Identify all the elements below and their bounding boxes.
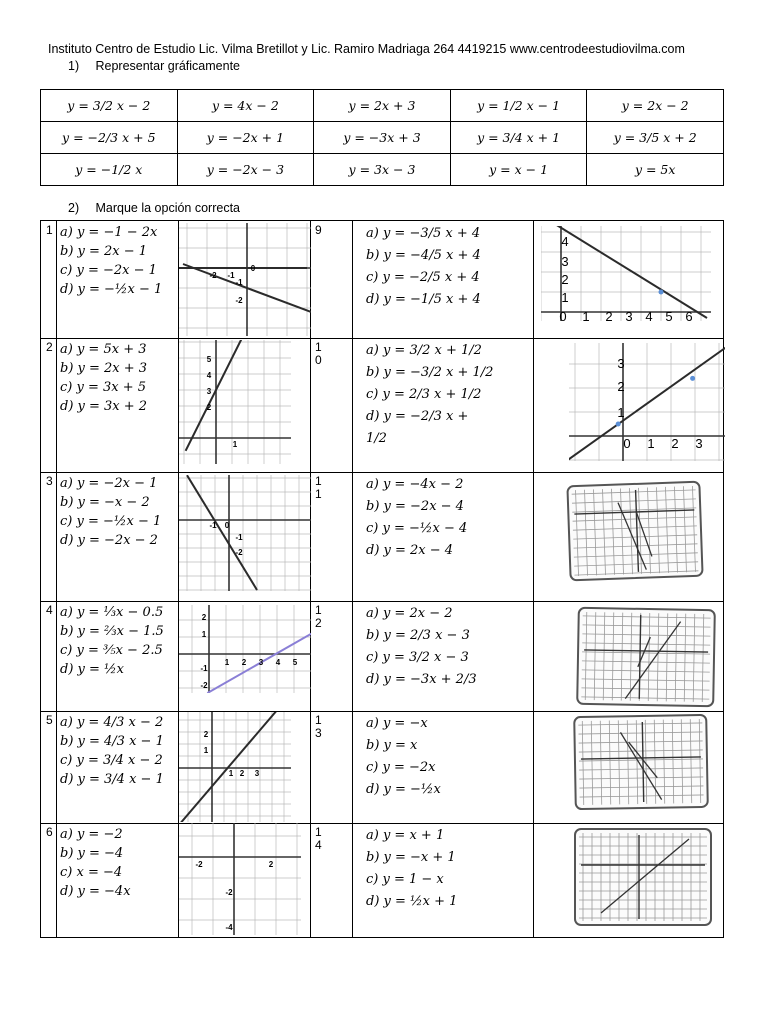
axis-tick-label: 2 <box>201 613 207 622</box>
axis-tick-label: 3 <box>695 436 703 451</box>
equation-cell: y = 3/5 x + 2 <box>587 122 724 154</box>
answer-option[interactable]: a) y = −2x − 1 <box>60 476 158 491</box>
grid-row-divider <box>41 338 723 339</box>
grid-divider <box>352 221 353 937</box>
answer-option[interactable]: b) y = ⅔x − 1.5 <box>60 624 164 639</box>
graph-q9-svg <box>541 226 711 321</box>
answer-option[interactable]: b) y = 2x + 3 <box>60 361 148 376</box>
answer-options <box>366 474 467 562</box>
axis-tick-label: 2 <box>268 860 274 869</box>
axis-tick-label: 3 <box>206 387 212 396</box>
axis-tick-label: 2 <box>617 379 625 394</box>
section-1-number: 1) <box>68 59 80 73</box>
equation-cell: y = 2x − 2 <box>587 90 724 122</box>
graph-q5-svg <box>179 712 291 822</box>
grid-row-divider <box>41 601 723 602</box>
axis-tick-label: 4 <box>206 371 212 380</box>
answer-option[interactable]: c) y = 3x + 5 <box>60 380 147 395</box>
question-number: 1 4 <box>315 825 322 852</box>
axis-tick-label: 2 <box>561 272 569 287</box>
axis-tick-label: 1 <box>647 436 655 451</box>
graph-q2-svg <box>179 340 291 464</box>
equation-cell: y = x − 1 <box>450 154 587 186</box>
axis-tick-label: 0 <box>559 309 567 321</box>
answer-option[interactable]: c) y = −2x − 1 <box>60 263 157 278</box>
answer-option[interactable]: a) y = 5x + 3 <box>60 342 147 357</box>
answer-options <box>366 713 441 801</box>
graph-q4-svg <box>179 605 311 693</box>
answer-option[interactable]: b) y = −4 <box>60 846 124 861</box>
answer-options <box>366 825 457 913</box>
axis-tick-label: 4 <box>645 309 653 321</box>
graph-q12 <box>575 606 717 708</box>
equation-cell: y = −1/2 x <box>41 154 178 186</box>
answer-option[interactable]: a) y = 2x − 2 <box>366 606 453 621</box>
graph-q1-svg <box>179 223 311 336</box>
axis-tick-label: -2 <box>195 860 203 869</box>
answer-option[interactable]: b) y = 4/3 x − 1 <box>60 734 164 749</box>
graph-q6 <box>179 823 301 935</box>
axis-tick-label: 1 <box>232 440 238 449</box>
axis-tick-label: -4 <box>225 923 233 932</box>
section-1-title: Representar gráficamente <box>95 59 241 73</box>
answer-option[interactable]: d) y = −4x <box>60 884 131 899</box>
question-number: 9 <box>315 223 322 237</box>
answer-option[interactable]: a) y = −1 − 2x <box>60 225 158 240</box>
answer-option[interactable]: b) y = −4/5 x + 4 <box>366 248 481 263</box>
question-number: 1 <box>46 223 53 237</box>
equation-cell: y = −2x − 3 <box>177 154 314 186</box>
grid-row-divider <box>41 472 723 473</box>
axis-tick-label: -2 <box>209 271 217 280</box>
answer-option[interactable]: c) y = 2/3 x + 1/2 <box>366 387 482 402</box>
answer-option[interactable]: a) y = 3/2 x + 1/2 <box>366 343 482 358</box>
graph-q5 <box>179 712 291 822</box>
answer-option[interactable]: d) y = 2x − 4 <box>366 543 454 558</box>
axis-tick-label: 5 <box>292 658 298 667</box>
answer-option[interactable]: c) y = −½x − 4 <box>366 521 468 536</box>
graph-q14 <box>573 827 713 927</box>
plotted-line <box>179 712 284 822</box>
equation-cell: y = −2x + 1 <box>177 122 314 154</box>
answer-option[interactable]: c) y = ⅗x − 2.5 <box>60 643 163 658</box>
answer-options <box>366 603 477 691</box>
question-number: 1 1 <box>315 474 322 501</box>
axis-tick-label: 3 <box>254 769 260 778</box>
answer-option[interactable]: c) y = 3/2 x − 3 <box>366 650 469 665</box>
answer-option[interactable]: d) y = −1/5 x + 4 <box>366 292 481 307</box>
equations-table <box>40 89 724 186</box>
question-number: 1 3 <box>315 713 322 740</box>
answer-options <box>60 825 131 901</box>
answer-options <box>366 223 481 311</box>
axis-tick-label: 3 <box>561 254 569 269</box>
answer-option[interactable]: a) y = −x <box>366 716 428 731</box>
answer-option[interactable]: 1/2 <box>366 431 387 446</box>
axis-tick-label: 4 <box>561 234 569 249</box>
graph-q6-svg <box>179 823 301 935</box>
answer-option[interactable]: d) y = −2/3 x + <box>366 409 469 424</box>
answer-option[interactable]: a) y = −3/5 x + 4 <box>366 226 481 241</box>
axis-tick-label: -2 <box>235 548 243 557</box>
graph-q10-svg <box>569 343 725 461</box>
axis-tick-label: -1 <box>209 521 217 530</box>
answer-option[interactable]: a) y = ⅓x − 0.5 <box>60 605 164 620</box>
axis-tick-label: 2 <box>605 309 613 321</box>
axis-tick-label: 1 <box>582 309 590 321</box>
section-1-heading <box>68 59 240 73</box>
axis-tick-label: -2 <box>225 888 233 897</box>
equations-row <box>41 122 724 154</box>
plotted-line <box>187 475 257 590</box>
answer-option[interactable]: b) y = 2/3 x − 3 <box>366 628 470 643</box>
axis-tick-label: 2 <box>206 403 212 412</box>
answer-option[interactable]: d) y = −½x − 1 <box>60 282 163 297</box>
graph-q10 <box>569 343 725 461</box>
multiple-choice-grid <box>40 220 724 938</box>
equation-cell: y = 3x − 3 <box>314 154 451 186</box>
graph-q3 <box>179 475 311 591</box>
axis-tick-label: 2 <box>203 730 209 739</box>
answer-option[interactable]: a) y = 4/3 x − 2 <box>60 715 164 730</box>
answer-option[interactable]: d) y = 3x + 2 <box>60 399 148 414</box>
axis-tick-label: 1 <box>201 630 207 639</box>
axis-tick-label: 2 <box>239 769 245 778</box>
axis-tick-label: 1 <box>228 769 234 778</box>
answer-option[interactable]: c) y = 3/4 x − 2 <box>60 753 163 768</box>
equation-cell: y = 4x − 2 <box>177 90 314 122</box>
question-number: 3 <box>46 474 53 488</box>
grid-divider <box>56 221 57 937</box>
axis-tick-label: 4 <box>275 658 281 667</box>
equation-cell: y = 5x <box>587 154 724 186</box>
answer-option[interactable]: d) y = ½x <box>60 662 124 677</box>
answer-option[interactable]: d) y = −3x + 2/3 <box>366 672 477 687</box>
question-number: 1 2 <box>315 603 322 630</box>
axis-tick-label: -1 <box>235 278 243 287</box>
answer-options <box>60 603 164 679</box>
answer-option[interactable]: c) y = −2/5 x + 4 <box>366 270 480 285</box>
equation-cell: y = 1/2 x − 1 <box>450 90 587 122</box>
plotted-line <box>207 618 311 693</box>
equation-cell: y = 3/4 x + 1 <box>450 122 587 154</box>
grid-row-divider <box>41 711 723 712</box>
answer-options <box>60 713 164 789</box>
axis-tick-label: 3 <box>625 309 633 321</box>
graph-q9 <box>541 226 711 321</box>
answer-option[interactable]: b) y = −x − 2 <box>60 495 150 510</box>
answer-option[interactable]: d) y = 3/4 x − 1 <box>60 772 164 787</box>
question-number: 4 <box>46 603 53 617</box>
answer-options <box>60 340 147 416</box>
question-number: 2 <box>46 340 53 354</box>
graph-q4 <box>179 605 311 693</box>
axis-tick-label: -1 <box>200 664 208 673</box>
graph-q1 <box>179 223 311 336</box>
graph-q11 <box>565 480 704 583</box>
answer-option[interactable]: d) y = ½x + 1 <box>366 894 458 909</box>
question-number: 1 0 <box>315 340 322 367</box>
equation-cell: y = −2/3 x + 5 <box>41 122 178 154</box>
axis-tick-label: 1 <box>224 658 230 667</box>
axis-tick-label: 2 <box>671 436 679 451</box>
axis-tick-label: 6 <box>685 309 693 321</box>
equation-cell: y = 3/2 x − 2 <box>41 90 178 122</box>
answer-option[interactable]: b) y = −2x − 4 <box>366 499 464 514</box>
answer-option[interactable]: d) y = −½x <box>366 782 441 797</box>
answer-option[interactable]: c) x = −4 <box>60 865 123 880</box>
axis-tick-label: 5 <box>665 309 673 321</box>
highlight-point <box>690 376 695 381</box>
document-header: Instituto Centro de Estudio Lic. Vilma Bretillot y Lic. Ramiro Madriaga 264 4419215 www.centrodeestudiovilma.com <box>48 42 685 56</box>
answer-option[interactable]: b) y = −3/2 x + 1/2 <box>366 365 494 380</box>
section-2-title: Marque la opción correcta <box>95 201 241 215</box>
axis-tick-label: 3 <box>617 356 625 371</box>
axis-tick-label: 0 <box>224 521 230 530</box>
answer-option[interactable]: a) y = −2 <box>60 827 123 842</box>
answer-option[interactable]: a) y = −4x − 2 <box>366 477 464 492</box>
answer-options <box>60 223 162 299</box>
axis-tick-label: 1 <box>203 746 209 755</box>
equation-cell: y = −3x + 3 <box>314 122 451 154</box>
answer-option[interactable]: b) y = 2x − 1 <box>60 244 148 259</box>
axis-tick-label: 1 <box>561 290 569 305</box>
highlight-point <box>659 290 664 295</box>
answer-option[interactable]: b) y = −x + 1 <box>366 850 456 865</box>
grid-row-divider <box>41 823 723 824</box>
answer-option[interactable]: a) y = x + 1 <box>366 828 445 843</box>
equations-row <box>41 154 724 186</box>
section-2-number: 2) <box>68 201 80 215</box>
equations-row <box>41 90 724 122</box>
axis-tick-label: -1 <box>227 271 235 280</box>
answer-option[interactable]: c) y = −2x <box>366 760 436 775</box>
section-2-heading <box>68 201 240 215</box>
graph-q3-svg <box>179 475 311 591</box>
axis-tick-label: 0 <box>250 264 256 273</box>
axis-tick-label: 1 <box>617 405 625 420</box>
axis-tick-label: -1 <box>235 533 243 542</box>
answer-option[interactable]: b) y = x <box>366 738 418 753</box>
axis-tick-label: 2 <box>241 658 247 667</box>
grid-divider <box>533 221 534 937</box>
axis-tick-label: -2 <box>200 681 208 690</box>
answer-options <box>60 474 161 550</box>
highlight-point <box>616 422 621 427</box>
question-number: 6 <box>46 825 53 839</box>
graph-q13 <box>572 713 710 811</box>
answer-option[interactable]: c) y = 1 − x <box>366 872 444 887</box>
equation-cell: y = 2x + 3 <box>314 90 451 122</box>
axis-tick-label: -2 <box>235 296 243 305</box>
graph-q2 <box>179 340 291 464</box>
question-number: 5 <box>46 713 53 727</box>
axis-tick-label: 5 <box>206 355 212 364</box>
axis-tick-label: 3 <box>258 658 264 667</box>
answer-option[interactable]: d) y = −2x − 2 <box>60 533 158 548</box>
answer-options <box>366 340 493 450</box>
answer-option[interactable]: c) y = −½x − 1 <box>60 514 162 529</box>
axis-tick-label: 0 <box>623 436 631 451</box>
